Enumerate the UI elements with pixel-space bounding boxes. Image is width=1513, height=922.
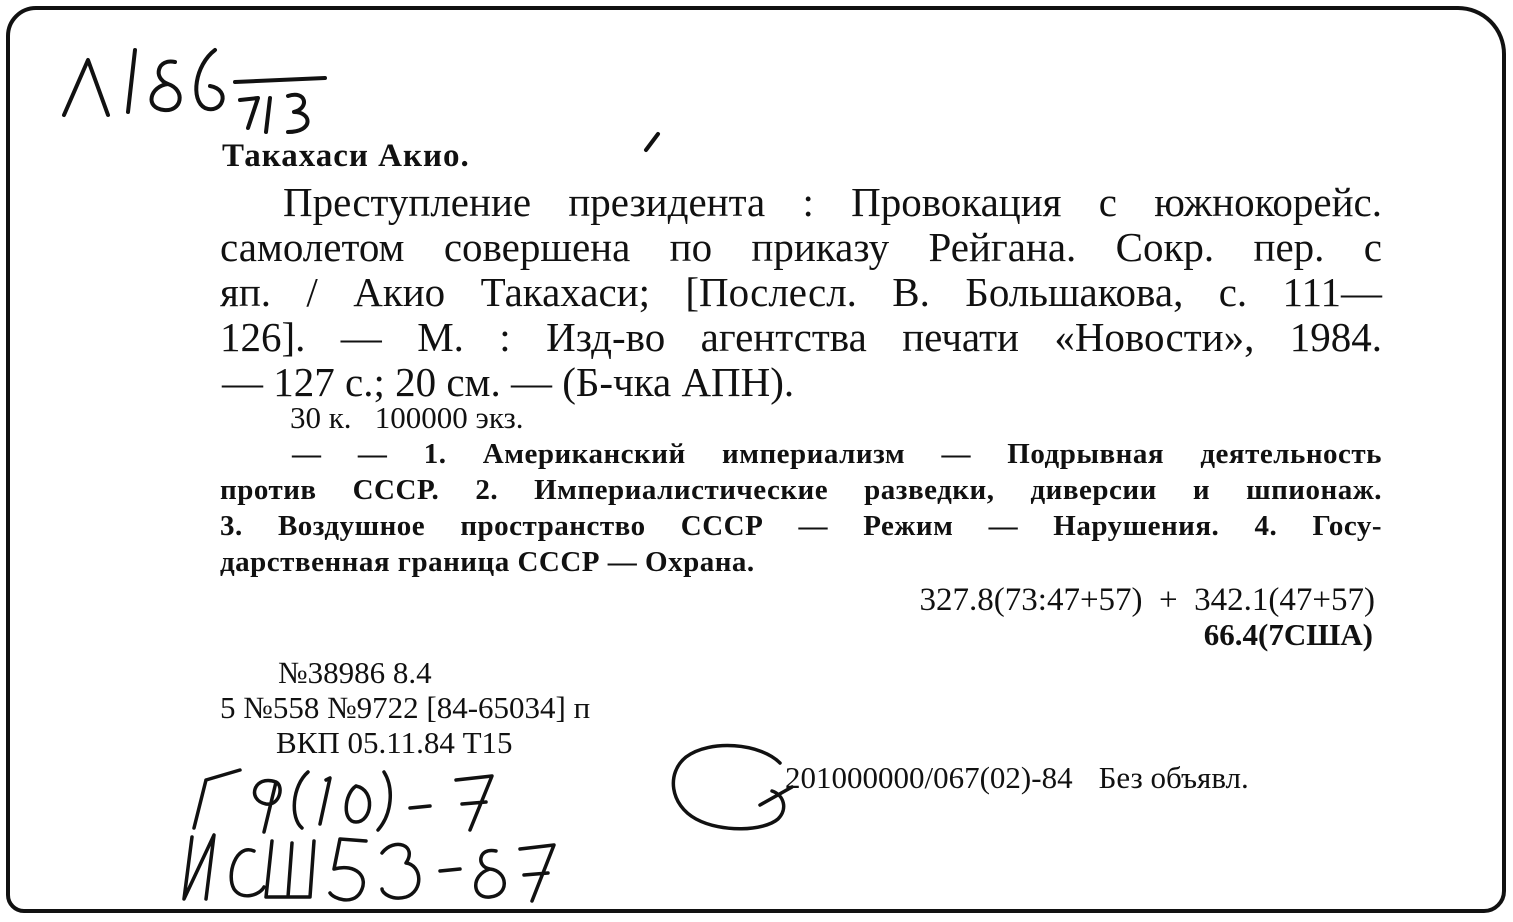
classification-index-2: 66.4(7США): [1203, 617, 1373, 652]
description-line-2: самолетом совершена по приказу Рейгана. Сокр. пер. с: [220, 224, 1382, 270]
description-line-3: яп. / Акио Такахаси; [Послесл. В. Большакова, с. 111—: [220, 269, 1382, 315]
price-and-print-run: 30 к. 100000 экз.: [290, 400, 524, 435]
handwritten-circle: [660, 735, 820, 845]
order-line: 5 №558 №9722 [84-65034] п: [220, 690, 591, 725]
description-line-5: — 127 с.; 20 см. — (Б-чка АПН).: [222, 359, 795, 405]
author-heading: Такахаси Акио.: [222, 138, 470, 174]
subject-line-3: 3. Воздушное пространство СССР — Режим — Нарушения. 4. Госу-: [220, 510, 1382, 542]
no-announcement-label: Без объявл.: [1098, 760, 1249, 795]
subject-line-1: — — 1. Американский империализм — Подрывная деятельность: [292, 438, 1382, 470]
handwritten-note-2: [170, 815, 590, 915]
subject-line-2: против СССР. 2. Империалистические разведки, диверсии и шпионаж.: [220, 474, 1382, 506]
code-number: 201000000/067(02)-84: [785, 760, 1073, 795]
vkp-line: ВКП 05.11.84 Т15: [276, 725, 513, 760]
subject-line-4: дарственная граница СССР — Охрана.: [220, 546, 755, 578]
description-line-1: Преступление президента : Провокация с южнокорейс.: [283, 179, 1382, 225]
description-line-4: 126]. — М. : Изд-во агентства печати «Новости», 1984.: [220, 314, 1382, 360]
code-line: [785, 760, 1249, 796]
catalog-number: №38986 8.4: [278, 655, 432, 690]
classification-index-1: 327.8(73:47+57) + 342.1(47+57): [919, 582, 1375, 618]
stray-mark: [640, 128, 670, 158]
